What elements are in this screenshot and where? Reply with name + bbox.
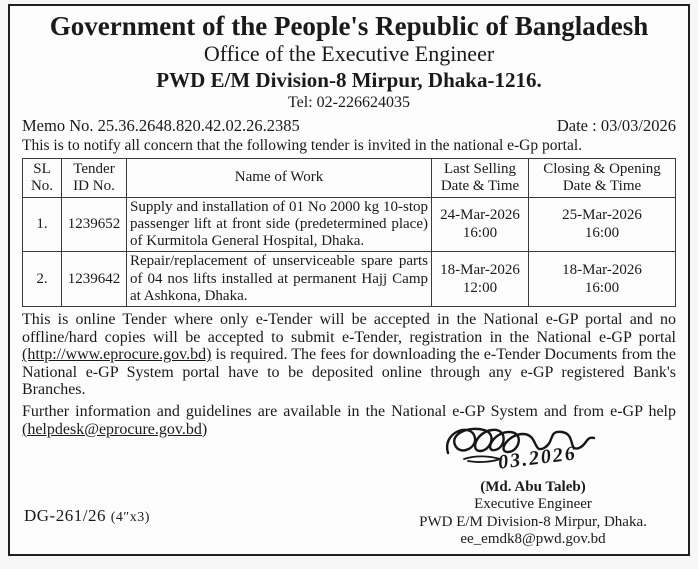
telephone-line: Tel: 02-226624035 [288, 94, 410, 112]
signature-block [398, 421, 668, 548]
helpdesk-email: (helpdesk@eprocure.gov.bd) [22, 420, 208, 438]
cell-tender-id: 1239652 [62, 197, 127, 252]
cell-tender-id: 1239642 [62, 252, 127, 307]
cell-closing-opening [529, 197, 676, 252]
eprocure-url: (http://www.eprocure.gov.bd) [22, 346, 212, 364]
cell-last-selling [432, 197, 529, 252]
info-text: Further information and guidelines are available in the National e-GP System and from e-GP help [22, 403, 676, 421]
terms-paragraph [22, 311, 676, 399]
col-header-sl: SL No. [23, 159, 62, 198]
signature-date-scrawl: 03.2026 [496, 442, 578, 474]
print-code-number: DG-261/26 [24, 506, 106, 525]
closing-date: 18-Mar-2026 [562, 262, 642, 279]
memo-number: Memo No. 25.36.2648.820.42.02.26.2385 [22, 115, 300, 135]
col-header-name-of-work: Name of Work [127, 159, 432, 198]
terms-text-before: This is online Tender where only e-Tender will be accepted in the National e-GP portal and no offline/hard copies will be accepted to submit e-Tender, registration in the National e-GP portal [22, 311, 676, 346]
last-selling-date: 24-Mar-2026 [440, 207, 520, 224]
signatory-email: ee_emdk8@pwd.gov.bd [460, 530, 606, 547]
cell-name-of-work: Supply and installation of 01 No 2000 kg 10-stop passenger lift at front side (predetermined place) of Kurmitola General Hospital, Dhaka. [127, 197, 432, 252]
sheet-inner [10, 6, 688, 554]
cell-sl: 1. [23, 197, 62, 252]
office-subtitle: Office of the Executive Engineer [203, 41, 495, 67]
memo-date: Date : 03/03/2026 [556, 115, 676, 135]
page-title: Government of the People's Republic of Bangladesh [49, 11, 649, 41]
cell-name-of-work: Repair/replacement of unserviceable spare parts of 04 nos lifts installed at permanent Hajj Camp at Ashkona, Dhaka. [127, 252, 432, 307]
notice-line: This is to notify all concern that the following tender is invited in the national e-Gp portal. [22, 137, 583, 155]
cell-last-selling [432, 252, 529, 307]
closing-time: 16:00 [584, 225, 620, 242]
table-row [23, 252, 676, 307]
closing-date: 25-Mar-2026 [562, 207, 642, 224]
col-header-tender-id: Tender ID No. [62, 159, 127, 198]
table-row [23, 197, 676, 252]
col-header-last-selling: Last Selling Date & Time [432, 159, 529, 198]
cell-closing-opening [529, 252, 676, 307]
signatory-division: PWD E/M Division-8 Mirpur, Dhaka. [419, 513, 647, 530]
signature-area [398, 421, 668, 477]
signatory-name: (Md. Abu Taleb) [480, 479, 586, 495]
division-title: PWD E/M Division-8 Mirpur, Dhaka-1216. [156, 68, 542, 93]
terms-text-after: is required. The fees for downloading the e-Tender Documents from the National e-GP System portal have to be deposited online through any e-GP registered Bank's Branches. [22, 346, 676, 399]
signatory-role: Executive Engineer [474, 496, 592, 513]
table-header-row [23, 159, 676, 198]
last-selling-time: 12:00 [462, 280, 498, 297]
cell-sl: 2. [23, 252, 62, 307]
print-code-size: (4″x3) [110, 510, 150, 525]
tender-table [22, 158, 676, 307]
closing-time: 16:00 [584, 280, 620, 297]
memo-row [22, 116, 676, 136]
last-selling-date: 18-Mar-2026 [440, 262, 520, 279]
col-header-closing-opening: Closing & Opening Date & Time [529, 159, 676, 198]
print-code [24, 506, 150, 526]
last-selling-time: 16:00 [462, 225, 498, 242]
tender-notice-sheet [8, 4, 690, 556]
